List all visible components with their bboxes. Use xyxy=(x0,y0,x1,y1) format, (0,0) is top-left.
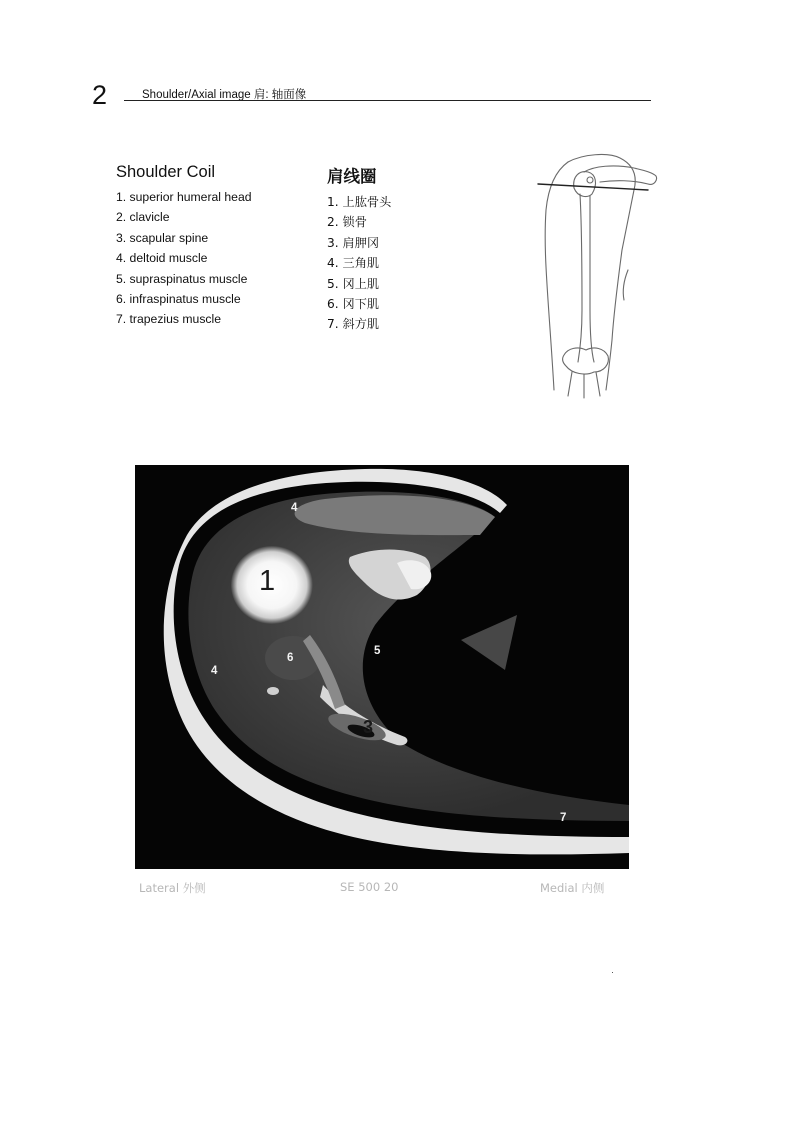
legend-english-item: 5. supraspinatus muscle xyxy=(116,271,248,286)
legend-english xyxy=(116,163,252,330)
legend-chinese-item: 6. 冈下肌 xyxy=(327,297,380,312)
legend-english-item: 2. clavicle xyxy=(116,210,170,225)
legend-chinese-item: 3. 肩胛冈 xyxy=(327,235,380,250)
scan-speck xyxy=(612,972,613,973)
axial-slice-line xyxy=(538,184,648,190)
humeral-head-outline xyxy=(574,172,596,197)
caption-lateral: Lateral 外侧 xyxy=(139,881,206,895)
legend-english-item: 1. superior humeral head xyxy=(116,190,252,204)
dark-triangle-region xyxy=(461,615,517,670)
legend-chinese-title: 肩线圈 xyxy=(327,167,377,186)
legend-chinese-item: 5. 冈上肌 xyxy=(327,276,380,291)
mri-label-deltoid-top: 4 xyxy=(291,502,298,514)
forearm-lines xyxy=(568,372,600,398)
elbow-outline xyxy=(563,348,609,374)
header-rule xyxy=(124,100,651,101)
caption-medial: Medial 内侧 xyxy=(540,881,605,895)
legend-english-item: 6. infraspinatus muscle xyxy=(116,292,241,307)
arm-outline-left xyxy=(545,162,568,390)
mri-label-deltoid-left: 4 xyxy=(211,665,218,677)
mri-label-humeral-head: 1 xyxy=(259,565,276,597)
clavicle-acromion-outline xyxy=(584,166,657,184)
page-number: 2 xyxy=(92,80,108,110)
legend-english-title: Shoulder Coil xyxy=(116,163,216,181)
arm-slice-position-illustration xyxy=(528,150,660,400)
legend-english-item: 7. trapezius muscle xyxy=(116,312,221,327)
legend-chinese-item: 7. 斜方肌 xyxy=(327,317,380,332)
legend-english-list xyxy=(116,187,252,330)
legend-chinese xyxy=(327,163,391,335)
legend-chinese-item: 4. 三角肌 xyxy=(327,256,380,271)
humerus-right-edge xyxy=(590,196,594,362)
legend-chinese-item: 2. 锁骨 xyxy=(327,215,367,230)
humerus-left-edge xyxy=(578,194,582,362)
legend-chinese-item: 1. 上肱骨头 xyxy=(327,195,392,209)
mri-label-infraspinatus: 6 xyxy=(287,652,294,664)
arm-outline-right xyxy=(568,155,635,390)
legend-english-item: 3. scapular spine xyxy=(116,230,209,245)
mri-label-supraspinatus: 5 xyxy=(374,645,381,657)
running-head: Shoulder/Axial image 肩: 轴面像 xyxy=(142,89,307,101)
mri-label-trapezius: 7 xyxy=(560,812,567,824)
muscle-contour xyxy=(623,270,628,300)
mri-label-scapular-spine: 3 xyxy=(363,717,374,737)
caption-sequence: SE 500 20 xyxy=(340,880,399,894)
legend-chinese-list xyxy=(327,192,391,335)
legend-english-item: 4. deltoid muscle xyxy=(116,251,208,266)
joint-marker xyxy=(587,177,593,183)
mri-axial-image xyxy=(135,465,629,869)
